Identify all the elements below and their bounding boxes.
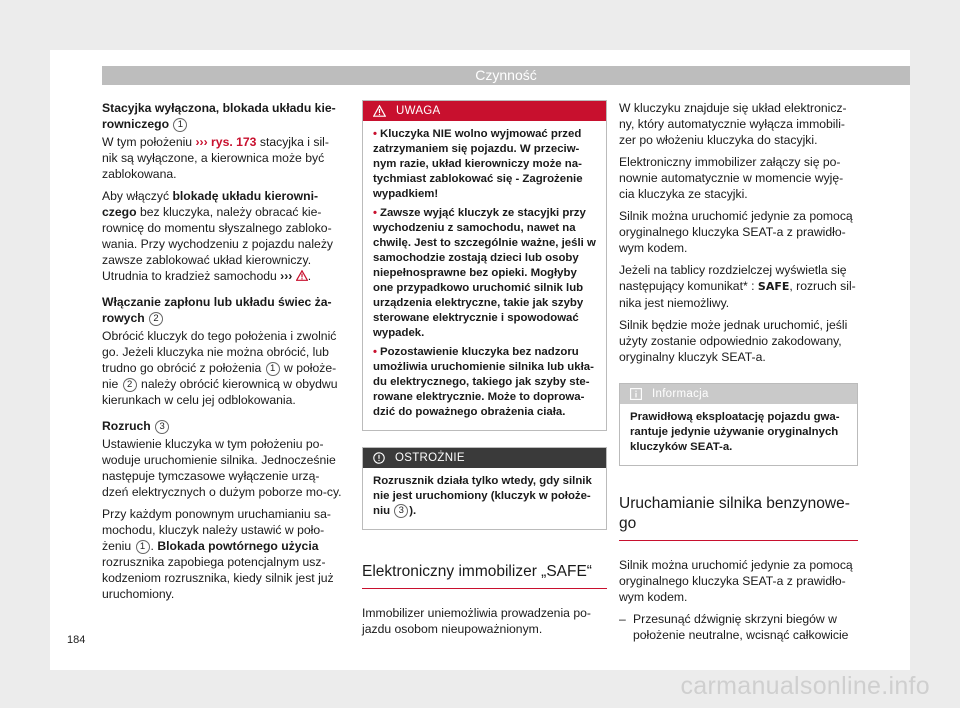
column-middle: [362, 100, 607, 643]
caution-header: OSTROŻNIE: [363, 448, 606, 468]
manual-page: [50, 50, 910, 670]
display-message: SAFE: [757, 280, 790, 293]
info-text: Prawidłową eksploatację pojazdu gwa-rantuje jedynie używanie oryginalnych kluczyków SEAT-a.: [630, 411, 840, 453]
warning-triangle-icon: [373, 105, 386, 117]
heading-ignition: Włączanie zapłonu lub układu świec ża-rowych 2: [102, 295, 332, 325]
caution-text: Rozrusznik działa tylko wtedy, gdy silnik nie jest uruchomiony (kluczyk w położe-niu 3 ).: [373, 475, 592, 517]
page-header: Czynność: [102, 66, 910, 85]
position-badge: 2: [123, 378, 137, 392]
page-number: 184: [67, 634, 86, 646]
position-badge: 1: [173, 118, 187, 132]
info-header: Informacja: [620, 384, 857, 404]
column-right: [619, 100, 858, 643]
section-title-petrol-start: Uruchamianie silnika benzynowe-go: [619, 488, 858, 541]
warning-triangle-icon: [296, 270, 308, 281]
paragraph: W tym położeniu ››› rys. 173 stacyjka i sil-nik są wyłączone, a kierownica może być zablokowana.: [102, 135, 329, 181]
paragraph: Immobilizer uniemożliwia prowadzenia po-jazdu osobom nieupoważnionym.: [362, 606, 591, 636]
position-badge: 2: [149, 312, 163, 326]
paragraph: Elektroniczny immobilizer załączy się po-nownie automatycznie w momencie wyję-cia kluczyka ze stacyjki.: [619, 155, 844, 201]
warning-item: • Zawsze wyjąć kluczyk ze stacyjki przy wychodzeniu z samochodu, nawet na chwilę. Jest to szczególnie ważne, jeśli w samochodzie zostają dzieci lub osoby niepełnosprawne bez opieki. Mogłyby one przypadkowo uruchomić silnik lub urządzenia elektryczne, takie jak szyby sterowane elektrycznie i spowodować wypadek.: [373, 207, 596, 339]
reference-link[interactable]: ›››: [280, 269, 293, 283]
paragraph: Silnik będzie może jednak uruchomić, jeśli użyty zostanie odpowiednio zakodowany, oryginalny kluczyk SEAT-a.: [619, 318, 848, 364]
warning-item: • Pozostawienie kluczyka bez nadzoru umożliwia uruchomienie silnika lub ukła-du elektrycznego, takiego jak szyby ste-rowane elektrycznie. Może to doprowa-dzić do poważnego obrażenia ciała.: [373, 346, 594, 418]
warning-header: UWAGA: [363, 101, 606, 121]
list-item: – Przesunąć dźwignię skrzyni biegów w położenie neutralne, wcisnąć całkowicie: [619, 612, 849, 642]
paragraph: Jeżeli na tablicy rozdzielczej wyświetla się następujący komunikat* : SAFE, rozruch sil-nika jest niemożliwy.: [619, 263, 856, 310]
paragraph: Ustawienie kluczyka w tym położeniu po-woduje uruchomienie silnika. Jednocześnie następuje tymczasowe wyłączenie urzą-dzeń elektrycznych o dużym poborze mo-cy.: [102, 437, 342, 499]
position-badge: 3: [155, 420, 169, 434]
warning-box: [362, 100, 607, 431]
position-badge: 1: [266, 362, 280, 376]
heading-steering-lock: Stacyjka wyłączona, blokada układu kie-rowniczego 1: [102, 101, 336, 131]
heading-start: Rozruch 3: [102, 418, 344, 434]
caution-box: [362, 447, 607, 530]
position-badge: 1: [136, 540, 150, 554]
section-title-immobilizer: Elektroniczny immobilizer „SAFE“: [362, 556, 607, 589]
paragraph: Silnik można uruchomić jedynie za pomocą oryginalnego kluczyka SEAT-a z prawidło-wym kodem.: [619, 209, 853, 255]
paragraph: Obrócić kluczyk do tego położenia i zwolnić go. Jeżeli kluczyka nie można obrócić, lub trudno go obrócić z położenia 1 w położe-nie 2 należy obrócić kierownicą w obydwu kierunkach w celu jej odblokowania.: [102, 329, 338, 407]
info-box: [619, 383, 858, 466]
column-left: [102, 100, 344, 608]
exclamation-circle-icon: [373, 452, 385, 464]
paragraph: Silnik można uruchomić jedynie za pomocą oryginalnego kluczyka SEAT-a z prawidło-wym kodem.: [619, 558, 853, 604]
figure-reference-link[interactable]: ››› rys. 173: [195, 135, 257, 149]
position-badge: 3: [394, 504, 408, 518]
paragraph: Aby włączyć blokadę układu kierowni-czego bez kluczyka, należy obracać kie-rownicę do momentu słyszalnego zabloko-wania. Przy wychodzeniu z pojazdu należy zawsze zablokować układ kierowniczy. Utrudnia to kradzież samochodu ››› .: [102, 189, 334, 283]
watermark: carmanualsonline.info: [680, 672, 930, 700]
paragraph: Przy każdym ponownym uruchamianiu sa-mochodu, kluczyk należy ustawić w poło-żeniu 1 . Blokada powtórnego użycia rozrusznika zapobiega potencjalnym usz-kodzeniom rozrusznika, kiedy silnik jest już uruchomiony.: [102, 507, 334, 601]
paragraph: W kluczyku znajduje się układ elektronicz-ny, który automatycznie wyłącza immobili-zer po włożeniu kluczyka do stacyjki.: [619, 101, 847, 147]
info-icon: [630, 388, 642, 400]
warning-item: • Kluczyka NIE wolno wyjmować przed zatrzymaniem się pojazdu. W przeciw-nym razie, układ kierowniczy może na-tychmiast zablokować się - Zagrożenie wypadkiem!: [373, 128, 583, 200]
